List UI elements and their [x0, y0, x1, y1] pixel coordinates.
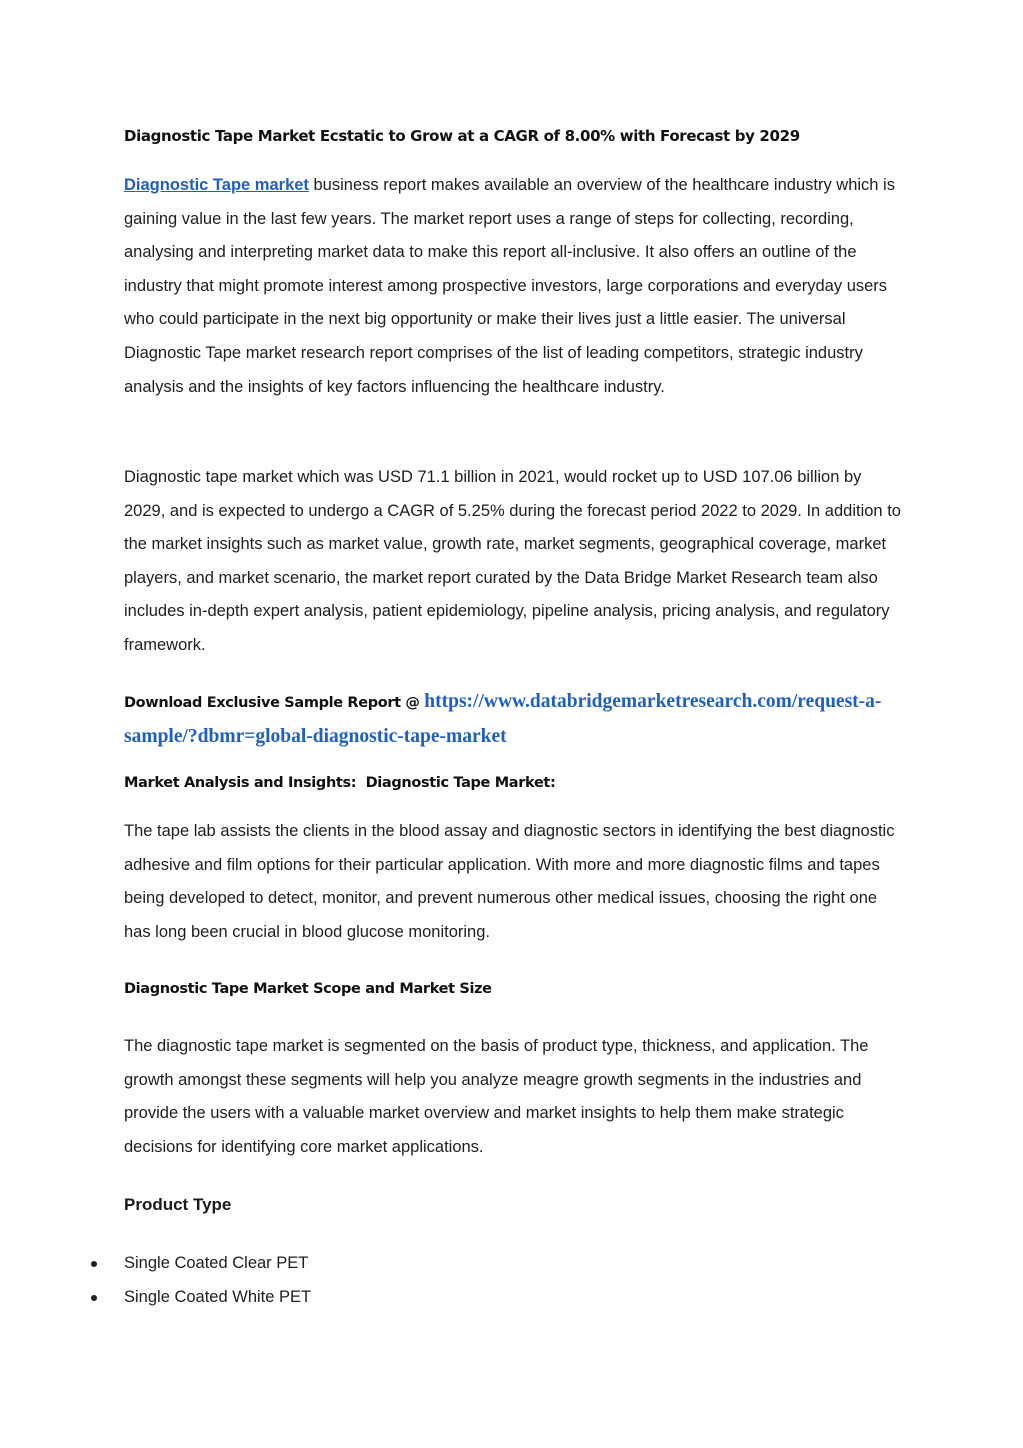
list-item-label: Single Coated Clear PET — [124, 1254, 309, 1272]
download-label: Download Exclusive Sample Report @ — [124, 695, 425, 711]
sample-report-link[interactable]: https://www.databridgemarketresearch.com/request-a-sample/?dbmr=global-diagnostic-tape-market — [124, 691, 882, 747]
product-type-list — [0, 1247, 900, 1314]
document-title: Diagnostic Tape Market Ecstatic to Grow at a CAGR of 8.00% with Forecast by 2029 — [124, 127, 800, 145]
intro-paragraph — [124, 169, 904, 404]
download-sample-line — [124, 685, 914, 755]
list-item — [0, 1281, 900, 1315]
product-type-heading: Product Type — [124, 1195, 232, 1214]
market-size-paragraph: Diagnostic tape market which was USD 71.1 billion in 2021, would rocket up to USD 107.06 billion by 2029, and is expected to undergo a CAGR of 5.25% during the forecast period 2022 to 2029. In addition to the market insights such as market value, growth rate, market segments, geographical coverage, market players, and market scenario, the market report curated by the Data Bridge Market Research team also includes in-depth expert analysis, patient epidemiology, pipeline analysis, pricing analysis, and regulatory framework. — [124, 468, 901, 654]
analysis-heading: Market Analysis and Insights: Diagnostic Tape Market: — [124, 775, 556, 791]
list-item-label: Single Coated White PET — [124, 1287, 312, 1306]
intro-text: business report makes available an overview of the healthcare industry which is gaining value in the last few years. The market report uses a range of steps for collecting, recording, analysing and interpreting market data to make this report all-inclusive. It also offers an outline of the industry that might promote interest among prospective investors, large corporations and everyday users who could participate in the next big opportunity or make their lives just a little easier. The universal Diagnostic Tape market research report comprises of the list of leading competitors, strategic industry analysis and the insights of key factors influencing the healthcare industry. — [124, 176, 895, 396]
bullet-icon — [91, 1261, 97, 1267]
analysis-paragraph: The tape lab assists the clients in the blood assay and diagnostic sectors in identifying the best diagnostic adhesive and film options for their particular application. With more and more diagnostic films and tapes being developed to detect, monitor, and prevent numerous other medical issues, choosing the right one has long been crucial in blood glucose monitoring. — [124, 822, 895, 941]
diagnostic-tape-market-link[interactable]: Diagnostic Tape market — [124, 176, 309, 194]
scope-heading: Diagnostic Tape Market Scope and Market Size — [124, 981, 492, 997]
bullet-icon — [91, 1295, 97, 1301]
scope-paragraph: The diagnostic tape market is segmented on the basis of product type, thickness, and application. The growth amongst these segments will help you analyze meagre growth segments in the industries and provide the users with a valuable market overview and market insights to help them make strategic decisions for identifying core market applications. — [124, 1037, 869, 1156]
list-item — [0, 1247, 900, 1281]
